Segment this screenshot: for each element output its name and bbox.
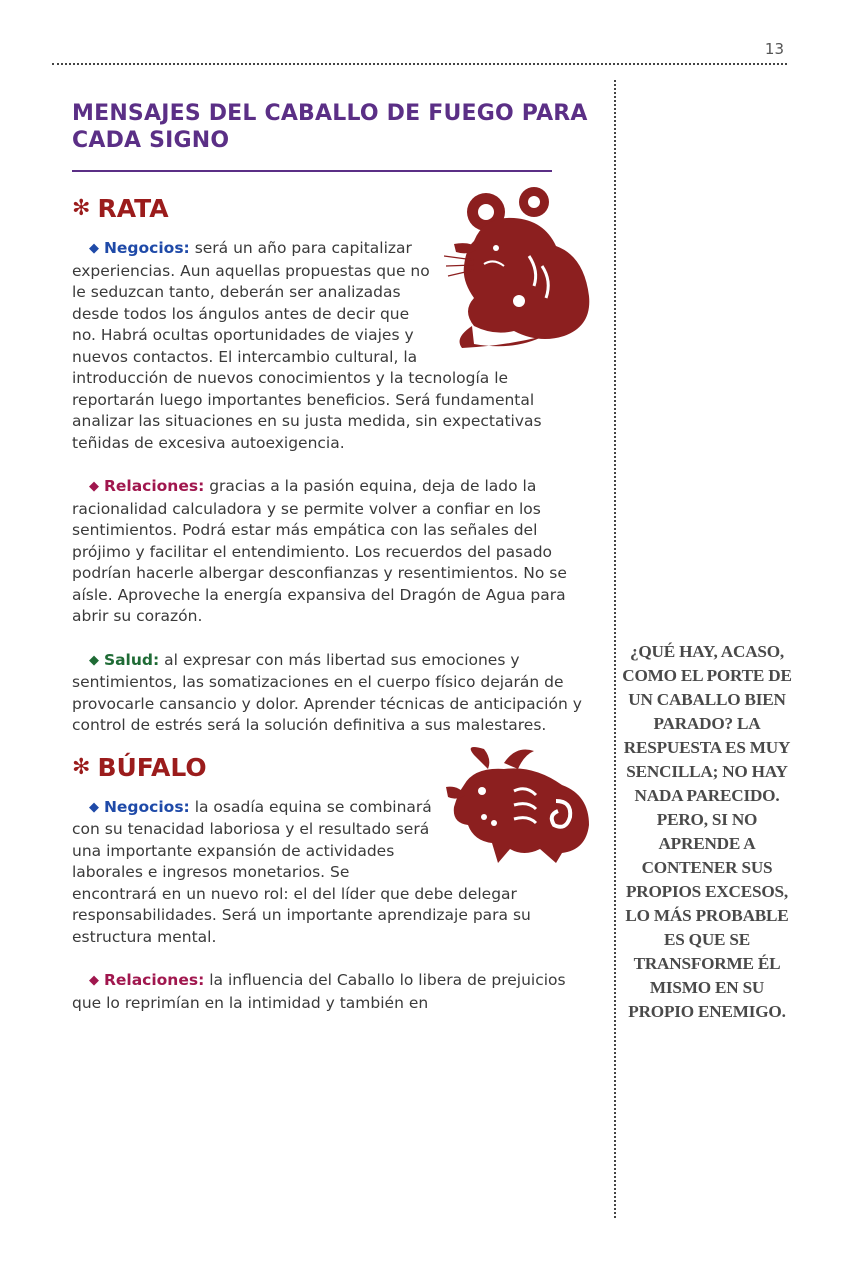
sign-name: RATA xyxy=(97,194,169,223)
rat-papercut-icon xyxy=(444,186,594,351)
sign-section-rata xyxy=(72,194,594,737)
label-relaciones: Relaciones: xyxy=(103,477,205,495)
text-relaciones: gracias a la pasión equina, deja de lado la racionalidad calculadora y se permite volver a confiar en los sentimientos. Podrá estar más empática con las señales del prójimo y facilitar el entendimiento. Los recuerdos del pasado podrían hacerle albergar desconfianzas y resentimientos. No se aísle. Aproveche la energía expansiva del Dragón de Agua para abrir su corazón. xyxy=(72,477,567,625)
sign-section-bufalo xyxy=(72,753,594,1015)
diamond-bullet-icon: ◆ xyxy=(89,241,99,256)
text-negocios: será un año para capitalizar experiencias. Aun aquellas propuestas que no le seduzcan tanto, deberán ser analizadas desde todos los ángulos antes de decir que no. Habrá ocultas oportunidades de viajes y nuevos contactos. El intercambio cultural, la introducción de nuevos conocimientos y la tecnología le reportarán luego importantes beneficios. Será fundamental analizar las situaciones en su justa medida, sin expectativas teñidas de excesiva autoexigencia. xyxy=(72,239,542,452)
label-negocios: Negocios: xyxy=(103,797,190,816)
sign-name: BÚFALO xyxy=(97,752,207,782)
asterisk-icon: ✻ xyxy=(72,196,91,221)
label-relaciones: Relaciones: xyxy=(103,971,205,989)
main-column xyxy=(72,100,594,1014)
paragraph-relaciones-rata xyxy=(72,476,594,628)
diamond-bullet-icon: ◆ xyxy=(89,652,99,668)
diamond-bullet-icon: ◆ xyxy=(89,479,99,494)
column-dotted-rule xyxy=(614,80,616,1218)
top-dotted-rule xyxy=(52,63,787,65)
section-title: MENSAJES DEL CABALLO DE FUEGO PARA CADA SIGNO xyxy=(72,101,588,153)
text-salud: al expresar con más libertad sus emociones y sentimientos, las somatizaciones en el cuerpo físico dejarán de provocarle cansancio y dolor. Aprender técnicas de anticipación y control de estrés será la solución definitiva a sus malestares. xyxy=(72,650,582,734)
page-number: 13 xyxy=(764,40,784,58)
diamond-bullet-icon: ◆ xyxy=(89,799,99,815)
paragraph-salud-rata xyxy=(72,650,594,737)
text-negocios: la osadía equina se combinará con su tenacidad laboriosa y el resultado será una importante expansión de actividades laborales e ingresos monetarios. Se encontrará en un nuevo rol: el del líder que debe delegar responsabilidades. Será un importante aprendizaje para su estructura mental. xyxy=(72,797,531,946)
label-negocios: Negocios: xyxy=(103,239,190,257)
paragraph-relaciones-bufalo xyxy=(72,970,594,1014)
text-relaciones: la influencia del Caballo lo libera de prejuicios que lo reprimían en la intimidad y también en xyxy=(72,971,566,1012)
diamond-bullet-icon: ◆ xyxy=(89,973,99,988)
label-salud: Salud: xyxy=(103,650,160,669)
asterisk-icon: ✻ xyxy=(72,754,91,780)
title-underline xyxy=(72,170,552,172)
sidebar-quote: ¿QUÉ HAY, ACASO, COMO EL PORTE DE UN CABALLO BIEN PARADO? LA RESPUESTA ES MUY SENCILLA; NO HAY NADA PARECIDO. PERO, SI NO APRENDE A CONTENER SUS PROPIOS EXCESOS, LO MÁS PROBABLE ES QUE SE TRANSFORME ÉL MISMO EN SU PROPIO ENEMIGO. xyxy=(622,642,792,1021)
buffalo-papercut-icon xyxy=(444,745,594,863)
